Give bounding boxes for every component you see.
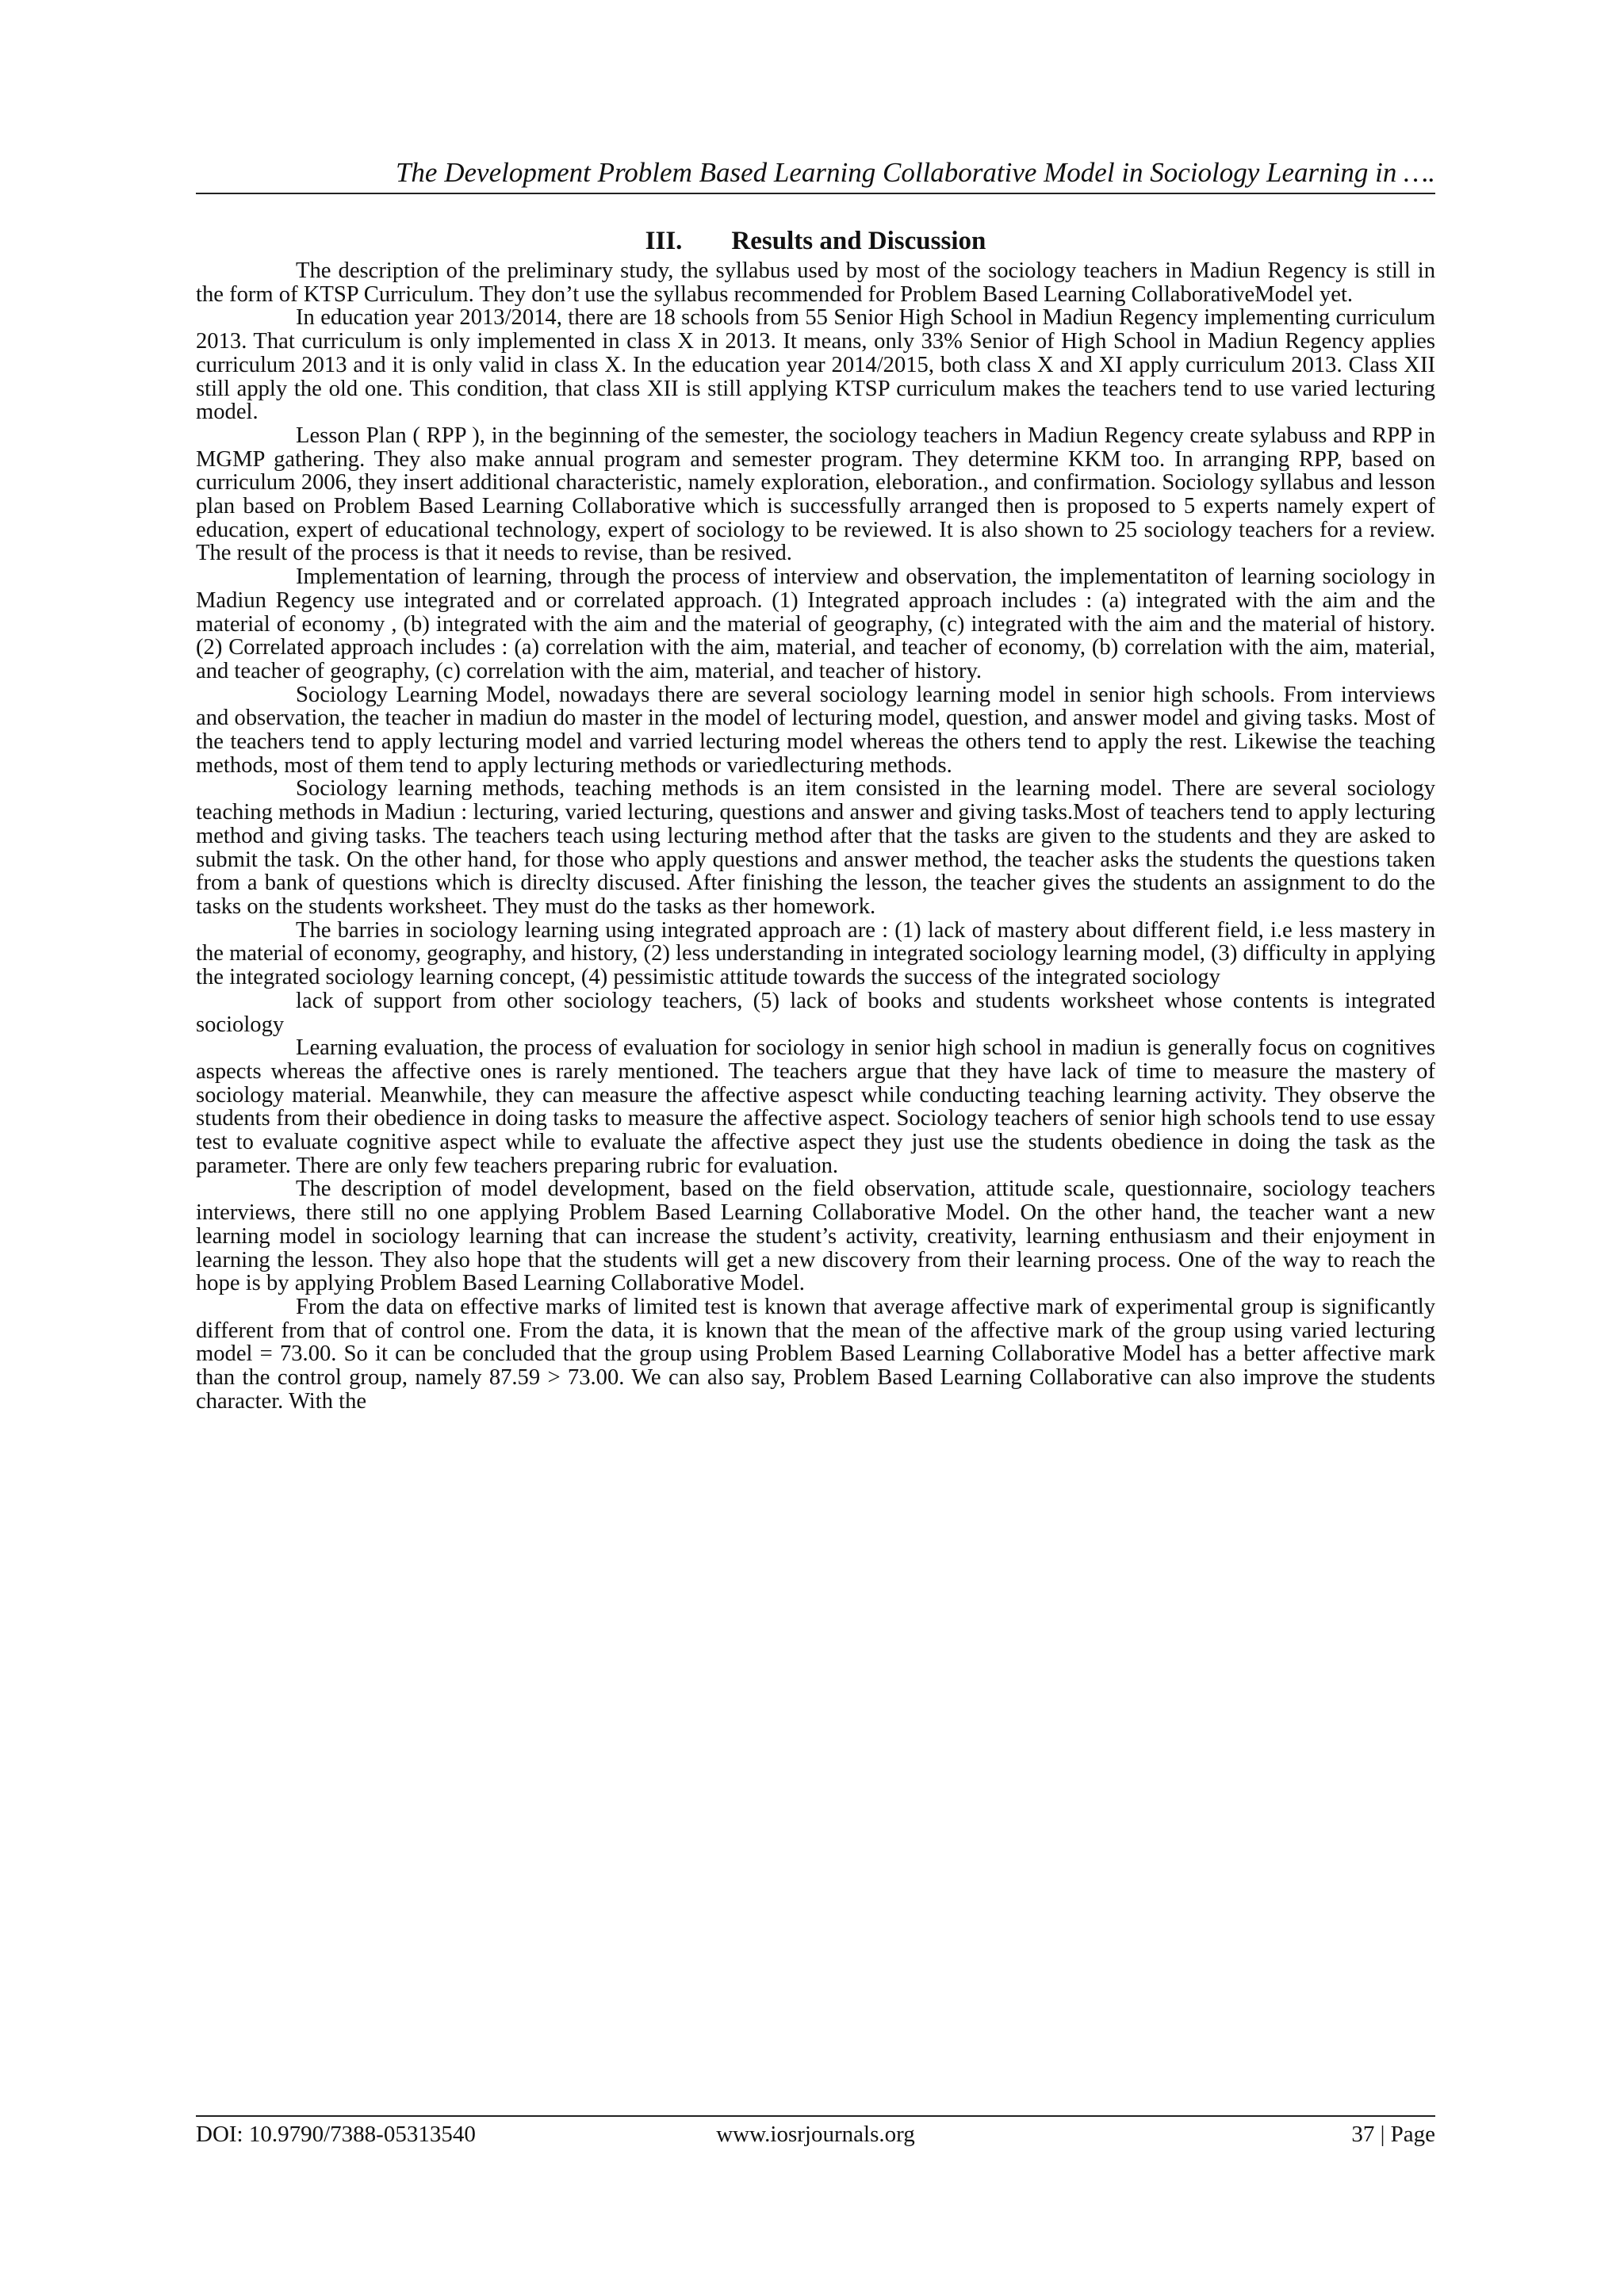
- paragraph: Sociology learning methods, teaching methods is an item consisted in the learning model. There are several sociology teaching methods in Madiun : lecturing, varied lecturing, questions and answer and giving tasks.Most of teachers tend to apply lecturing method and giving tasks. The teachers teach using lecturing method after that the tasks are given to the students and they are asked to submit the task. On the other hand, for those who apply questions and answer method, the teacher asks the students the questions taken from a bank of questions which is direclty discused. After finishing the lesson, the teacher gives the students an assignment to do the tasks on the students worksheet. They must do the tasks as ther homework.: [196, 776, 1435, 919]
- footer-rule: [196, 2115, 1435, 2117]
- running-header: The Development Problem Based Learning Collaborative Model in Sociology Learning in ….: [395, 157, 1435, 188]
- section-heading: [196, 225, 1435, 257]
- paragraph: lack of support from other sociology teachers, (5) lack of books and students worksheet whose contents is integrated sociology: [196, 988, 1435, 1037]
- paragraph: In education year 2013/2014, there are 18 schools from 55 Senior High School in Madiun Regency implementing curriculum 2013. That curriculum is only implemented in class X in 2013. It means, only 33% Senior of High School in Madiun Regency applies curriculum 2013 and it is only valid in class X. In the education year 2014/2015, both class X and XI apply curriculum 2013. Class XII still apply the old one. This condition, that class XII is still applying KTSP curriculum makes the teachers tend to use varied lecturing model.: [196, 305, 1435, 425]
- paragraph: Sociology Learning Model, nowadays there are several sociology learning model in senior high schools. From interviews and observation, the teacher in madiun do master in the model of lecturing model, question, and answer model and giving tasks. Most of the teachers tend to apply lecturing model and varried lecturing model whereas the others tend to apply the rest. Likewise the teaching methods, most of them tend to apply lecturing methods or variedlecturing methods.: [196, 682, 1435, 778]
- paragraph: The description of the preliminary study, the syllabus used by most of the sociology teachers in Madiun Regency is still in the form of KTSP Curriculum. They don’t use the syllabus recommended for Problem Based Learning CollaborativeModel yet.: [196, 258, 1435, 307]
- paragraph: The barries in sociology learning using integrated approach are : (1) lack of mastery about different field, i.e less mastery in the material of economy, geography, and history, (2) less understanding in integrated sociology learning model, (3) difficulty in applying the integrated sociology learning concept, (4) pessimistic attitude towards the success of the integrated sociology: [196, 917, 1435, 990]
- section-title: Results and Discussion: [731, 227, 986, 255]
- paragraph: Learning evaluation, the process of evaluation for sociology in senior high school in madiun is generally focus on cognitives aspects whereas the affective ones is rarely mentioned. The teachers argue that they have lack of time to measure the mastery of sociology material. Meanwhile, they can measure the affective aspesct while conducting teaching learning activity. They observe the students from their obedience in doing tasks to measure the affective aspect. Sociology teachers of senior high schools tend to use essay test to evaluate cognitive aspect while to evaluate the affective aspect they just use the students obedience in doing the task as the parameter. There are only few teachers preparing rubric for evaluation.: [196, 1035, 1435, 1178]
- paragraph: Implementation of learning, through the process of interview and observation, the implementatiton of learning sociology in Madiun Regency use integrated and or correlated approach. (1) Integrated approach includes : (a) integrated with the aim and the material of economy , (b) integrated with the aim and the material of geography, (c) integrated with the aim and the material of history. (2) Correlated approach includes : (a) correlation with the aim, material, and teacher of economy, (b) correlation with the aim, material, and teacher of geography, (c) correlation with the aim, material, and teacher of history.: [196, 564, 1435, 683]
- paragraph: From the data on effective marks of limited test is known that average affective mark of experimental group is significantly different from that of control one. From the data, it is known that the mean of the affective mark of the group using varied lecturing model = 73.00. So it can be concluded that the group using Problem Based Learning Collaborative Model has a better affective mark than the control group, namely 87.59 > 73.00. We can also say, Problem Based Learning Collaborative can also improve the students character. With the: [196, 1294, 1435, 1414]
- header-rule: [196, 193, 1435, 194]
- paragraph: The description of model development, based on the field observation, attitude scale, questionnaire, sociology teachers interviews, there still no one applying Problem Based Learning Collaborative Model. On the other hand, the teacher want a new learning model in sociology learning that can increase the student’s activity, creativity, learning enthusiasm and their enjoyment in learning the lesson. They also hope that the students will get a new discovery from their learning process. One of the way to reach the hope is by applying Problem Based Learning Collaborative Model.: [196, 1177, 1435, 1296]
- section-number: III.: [645, 227, 683, 255]
- paragraph: Lesson Plan ( RPP ), in the beginning of the semester, the sociology teachers in Madiun Regency create sylabuss and RPP in MGMP gathering. They also make annual program and semester program. They determine KKM too. In arranging RPP, based on curriculum 2006, they insert additional characteristic, namely exploration, eleboration., and confirmation. Sociology syllabus and lesson plan based on Problem Based Learning Collaborative which is successfully arranged then is proposed to 5 experts namely expert of education, expert of educational technology, expert of sociology to be reviewed. It is also shown to 25 sociology teachers for a review. The result of the process is that it needs to revise, than be resived.: [196, 423, 1435, 566]
- body-text: [196, 259, 1435, 1413]
- footer-doi: DOI: 10.9790/7388-05313540: [196, 2122, 476, 2147]
- footer-page-number: 37 | Page: [1351, 2122, 1435, 2147]
- footer-website: www.iosrjournals.org: [716, 2122, 915, 2147]
